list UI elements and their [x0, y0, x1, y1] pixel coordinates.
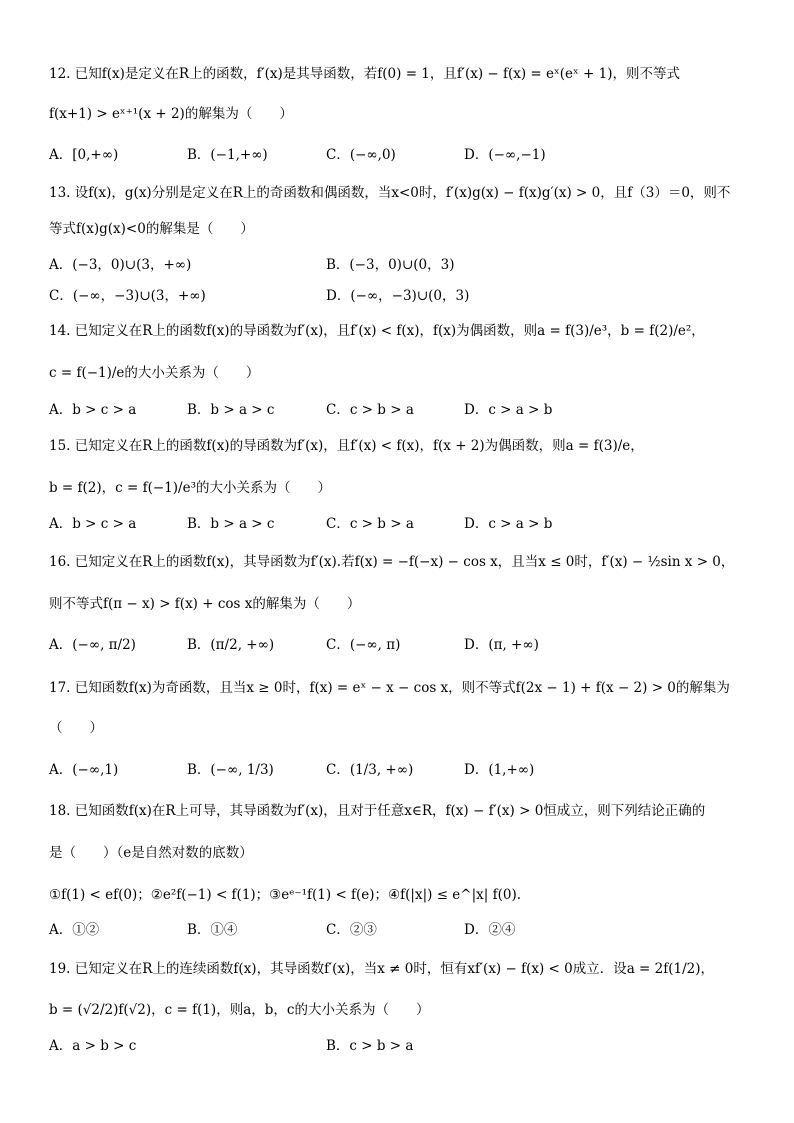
- q15-stem-line2: b = f(2)，c = f(−1)/e³的大小关系为（ ）: [49, 480, 331, 496]
- q16-option-d: D．(π, +∞): [464, 637, 539, 653]
- q13-option-a: A．(−3，0)∪(3，+∞): [49, 257, 192, 273]
- q16-stem-line1: 16. 已知定义在R上的函数f(x)，其导函数为f′(x).若f(x) = −f(−x) − cos x，且当x ≤ 0时，f′(x) − ½sin x > 0，: [49, 554, 735, 570]
- q12-option-a: A．[0,+∞): [49, 147, 119, 163]
- q15-option-d: D．c > a > b: [464, 516, 553, 532]
- q18-stem-line1: 18. 已知函数f(x)在R上可导，其导函数为f′(x)，且对于任意x∈R，f(x) − f′(x) > 0恒成立，则下列结论正确的: [49, 803, 706, 819]
- q16-stem-line2: 则不等式f(π − x) > f(x) + cos x的解集为（ ）: [49, 596, 361, 612]
- q19-option-b: B．c > b > a: [326, 1038, 414, 1054]
- q16-option-b: B．(π/2, +∞): [187, 637, 275, 653]
- q12-stem-line2: f(x+1) > eˣ⁺¹(x + 2)的解集为（ ）: [49, 106, 293, 122]
- q17-option-c: C．(1/3, +∞): [326, 762, 414, 778]
- q18-option-c: C．②③: [326, 922, 377, 938]
- q14-option-c: C．c > b > a: [326, 402, 414, 418]
- q15-option-c: C．c > b > a: [326, 516, 414, 532]
- q16-option-c: C．(−∞, π): [326, 637, 401, 653]
- q17-stem-line2: （ ）: [49, 720, 103, 736]
- q15-stem-line1: 15. 已知定义在R上的函数f(x)的导函数为f′(x)，且f′(x) < f(x)，f(x + 2)为偶函数，则a = f(3)/e，: [49, 438, 644, 454]
- q13-option-c: C．(−∞，−3)∪(3，+∞): [49, 288, 206, 304]
- q13-option-b: B．(−3，0)∪(0，3): [326, 257, 455, 273]
- q18-option-a: A．①②: [49, 922, 100, 938]
- q19-stem-line1: 19. 已知定义在R上的连续函数f(x)，其导函数f′(x)，当x ≠ 0时，恒有xf′(x) − f(x) < 0成立．设a = 2f(1/2)，: [49, 961, 715, 977]
- q15-option-b: B．b > a > c: [187, 516, 275, 532]
- q13-stem-line2: 等式f(x)g(x)<0的解集是（ ）: [49, 221, 254, 237]
- q18-option-d: D．②④: [464, 922, 516, 938]
- q15-option-a: A．b > c > a: [49, 516, 137, 532]
- q17-option-d: D．(1,+∞): [464, 762, 535, 778]
- q19-option-a: A．a > b > c: [49, 1038, 137, 1054]
- q14-option-a: A．b > c > a: [49, 402, 137, 418]
- q12-option-b: B．(−1,+∞): [187, 147, 268, 163]
- q17-stem-line1: 17. 已知函数f(x)为奇函数，且当x ≥ 0时，f(x) = eˣ − x − cos x，则不等式f(2x − 1) + f(x − 2) > 0的解集为: [49, 680, 730, 696]
- q18-statements: ①f(1) < ef(0)；②e²f(−1) < f(1)；③eᵉ⁻¹f(1) < f(e)；④f(|x|) ≤ e^|x| f(0).: [49, 887, 522, 903]
- q14-stem-line2: c = f(−1)/e的大小关系为（ ）: [49, 365, 260, 381]
- q13-option-d: D．(−∞，−3)∪(0，3): [326, 288, 470, 304]
- q17-option-b: B．(−∞, 1/3): [187, 762, 274, 778]
- q18-option-b: B．①④: [187, 922, 238, 938]
- q13-stem-line1: 13. 设f(x)，g(x)分别是定义在R上的奇函数和偶函数，当x<0时，f′(x)g(x) − f(x)g′(x) > 0，且f（3）＝0，则不: [49, 185, 731, 201]
- q19-stem-line2: b = (√2/2)f(√2)，c = f(1)，则a，b，c的大小关系为（ ）: [49, 1002, 430, 1018]
- q17-option-a: A．(−∞,1): [49, 762, 119, 778]
- q16-option-a: A．(−∞, π/2): [49, 637, 136, 653]
- q12-option-c: C．(−∞,0): [326, 147, 396, 163]
- q18-stem-line2: 是（ ）（e是自然对数的底数）: [49, 845, 253, 861]
- q12-option-d: D．(−∞,−1): [464, 147, 546, 163]
- q14-option-d: D．c > a > b: [464, 402, 553, 418]
- q12-stem-line1: 12. 已知f(x)是定义在R上的函数，f′(x)是其导函数，若f(0) = 1，且f′(x) − f(x) = eˣ(eˣ + 1)，则不等式: [49, 66, 680, 82]
- q14-option-b: B．b > a > c: [187, 402, 275, 418]
- q14-stem-line1: 14. 已知定义在R上的函数f(x)的导函数为f′(x)，且f′(x) < f(x)，f(x)为偶函数，则a = f(3)/e³，b = f(2)/e²，: [49, 323, 705, 339]
